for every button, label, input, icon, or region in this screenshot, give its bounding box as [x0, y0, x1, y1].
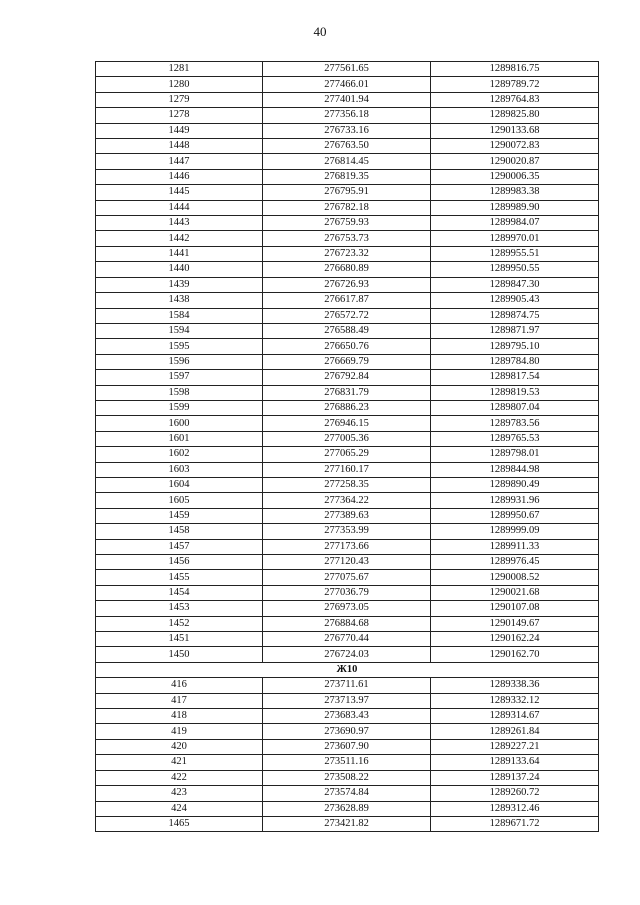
- table-row: [96, 786, 599, 801]
- x-coordinate-cell: 277065.29: [263, 447, 431, 462]
- x-coordinate-cell: 276792.84: [263, 370, 431, 385]
- point-number-cell: 423: [96, 786, 263, 801]
- table-row: [96, 354, 599, 369]
- point-number-cell: 1439: [96, 277, 263, 292]
- table-row: [96, 400, 599, 415]
- y-coordinate-cell: 1289931.96: [431, 493, 599, 508]
- y-coordinate-cell: 1289764.83: [431, 92, 599, 107]
- y-coordinate-cell: 1290107.08: [431, 601, 599, 616]
- point-number-cell: 1446: [96, 169, 263, 184]
- table-row: [96, 108, 599, 123]
- x-coordinate-cell: 273511.16: [263, 755, 431, 770]
- y-coordinate-cell: 1289795.10: [431, 339, 599, 354]
- table-row: [96, 216, 599, 231]
- point-number-cell: 1453: [96, 601, 263, 616]
- point-number-cell: 424: [96, 801, 263, 816]
- table-row: [96, 508, 599, 523]
- x-coordinate-cell: 277356.18: [263, 108, 431, 123]
- table-row: [96, 277, 599, 292]
- x-coordinate-cell: 276726.93: [263, 277, 431, 292]
- page-number: 40: [313, 24, 327, 39]
- point-number-cell: 1451: [96, 632, 263, 647]
- x-coordinate-cell: 276819.35: [263, 169, 431, 184]
- x-coordinate-cell: 276763.50: [263, 139, 431, 154]
- point-number-cell: 1440: [96, 262, 263, 277]
- x-coordinate-cell: 276973.05: [263, 601, 431, 616]
- point-number-cell: 1599: [96, 400, 263, 415]
- table-row: [96, 370, 599, 385]
- table-row: [96, 693, 599, 708]
- y-coordinate-cell: 1289807.04: [431, 400, 599, 415]
- table-row: [96, 293, 599, 308]
- x-coordinate-cell: 277561.65: [263, 62, 431, 77]
- x-coordinate-cell: 276886.23: [263, 400, 431, 415]
- x-coordinate-cell: 276759.93: [263, 216, 431, 231]
- y-coordinate-cell: 1289260.72: [431, 786, 599, 801]
- y-coordinate-cell: 1289765.53: [431, 431, 599, 446]
- table-row: [96, 447, 599, 462]
- y-coordinate-cell: 1290008.52: [431, 570, 599, 585]
- table-row: [96, 801, 599, 816]
- y-coordinate-cell: 1289999.09: [431, 524, 599, 539]
- point-number-cell: 1602: [96, 447, 263, 462]
- table-row: [96, 555, 599, 570]
- y-coordinate-cell: 1289950.67: [431, 508, 599, 523]
- y-coordinate-cell: 1290021.68: [431, 585, 599, 600]
- table-row: [96, 709, 599, 724]
- x-coordinate-cell: 277466.01: [263, 77, 431, 92]
- y-coordinate-cell: 1289671.72: [431, 816, 599, 831]
- point-number-cell: 1278: [96, 108, 263, 123]
- x-coordinate-cell: 277173.66: [263, 539, 431, 554]
- x-coordinate-cell: 277364.22: [263, 493, 431, 508]
- table-row: [96, 585, 599, 600]
- x-coordinate-cell: 277036.79: [263, 585, 431, 600]
- table-row: [96, 632, 599, 647]
- point-number-cell: 1604: [96, 477, 263, 492]
- x-coordinate-cell: 277120.43: [263, 555, 431, 570]
- point-number-cell: 1458: [96, 524, 263, 539]
- x-coordinate-cell: 276588.49: [263, 323, 431, 338]
- y-coordinate-cell: 1289819.53: [431, 385, 599, 400]
- table-row: [96, 92, 599, 107]
- table-row: [96, 601, 599, 616]
- point-number-cell: 1603: [96, 462, 263, 477]
- y-coordinate-cell: 1289911.33: [431, 539, 599, 554]
- point-number-cell: 1450: [96, 647, 263, 662]
- y-coordinate-cell: 1289976.45: [431, 555, 599, 570]
- x-coordinate-cell: 276753.73: [263, 231, 431, 246]
- x-coordinate-cell: 276795.91: [263, 185, 431, 200]
- x-coordinate-cell: 273690.97: [263, 724, 431, 739]
- x-coordinate-cell: 277353.99: [263, 524, 431, 539]
- table-row: [96, 493, 599, 508]
- point-number-cell: 1595: [96, 339, 263, 354]
- y-coordinate-cell: 1289847.30: [431, 277, 599, 292]
- point-number-cell: 1442: [96, 231, 263, 246]
- point-number-cell: 1281: [96, 62, 263, 77]
- table-row: [96, 570, 599, 585]
- y-coordinate-cell: 1289983.38: [431, 185, 599, 200]
- x-coordinate-cell: 276724.03: [263, 647, 431, 662]
- x-coordinate-cell: 276650.76: [263, 339, 431, 354]
- point-number-cell: 1605: [96, 493, 263, 508]
- y-coordinate-cell: 1290162.24: [431, 632, 599, 647]
- x-coordinate-cell: 273574.84: [263, 786, 431, 801]
- table-row: [96, 323, 599, 338]
- point-number-cell: 419: [96, 724, 263, 739]
- table-row: [96, 262, 599, 277]
- point-number-cell: 1438: [96, 293, 263, 308]
- y-coordinate-cell: 1289970.01: [431, 231, 599, 246]
- table-row: [96, 139, 599, 154]
- y-coordinate-cell: 1289312.46: [431, 801, 599, 816]
- table-row: [96, 678, 599, 693]
- x-coordinate-cell: 276572.72: [263, 308, 431, 323]
- point-number-cell: 418: [96, 709, 263, 724]
- x-coordinate-cell: 277160.17: [263, 462, 431, 477]
- table-row: [96, 431, 599, 446]
- point-number-cell: 1597: [96, 370, 263, 385]
- y-coordinate-cell: 1289825.80: [431, 108, 599, 123]
- y-coordinate-cell: 1290149.67: [431, 616, 599, 631]
- point-number-cell: 1457: [96, 539, 263, 554]
- point-number-cell: 1600: [96, 416, 263, 431]
- point-number-cell: 1441: [96, 246, 263, 261]
- x-coordinate-cell: 277401.94: [263, 92, 431, 107]
- point-number-cell: 1452: [96, 616, 263, 631]
- x-coordinate-cell: 276669.79: [263, 354, 431, 369]
- point-number-cell: 1596: [96, 354, 263, 369]
- x-coordinate-cell: 276814.45: [263, 154, 431, 169]
- point-number-cell: 1456: [96, 555, 263, 570]
- point-number-cell: 1594: [96, 323, 263, 338]
- x-coordinate-cell: 277005.36: [263, 431, 431, 446]
- x-coordinate-cell: 276770.44: [263, 632, 431, 647]
- point-number-cell: 1465: [96, 816, 263, 831]
- y-coordinate-cell: 1289133.64: [431, 755, 599, 770]
- table-row: [96, 231, 599, 246]
- y-coordinate-cell: 1289905.43: [431, 293, 599, 308]
- y-coordinate-cell: 1289261.84: [431, 724, 599, 739]
- table-row: [96, 770, 599, 785]
- point-number-cell: 1584: [96, 308, 263, 323]
- y-coordinate-cell: 1289338.36: [431, 678, 599, 693]
- point-number-cell: 417: [96, 693, 263, 708]
- point-number-cell: 1444: [96, 200, 263, 215]
- x-coordinate-cell: 273713.97: [263, 693, 431, 708]
- x-coordinate-cell: 273508.22: [263, 770, 431, 785]
- point-number-cell: 1459: [96, 508, 263, 523]
- point-number-cell: 1449: [96, 123, 263, 138]
- point-number-cell: 422: [96, 770, 263, 785]
- y-coordinate-cell: 1289844.98: [431, 462, 599, 477]
- table-row: [96, 616, 599, 631]
- y-coordinate-cell: 1289789.72: [431, 77, 599, 92]
- x-coordinate-cell: 273421.82: [263, 816, 431, 831]
- y-coordinate-cell: 1289798.01: [431, 447, 599, 462]
- coordinates-table-body: [96, 62, 599, 832]
- coordinates-table: [95, 61, 599, 832]
- table-row: [96, 185, 599, 200]
- x-coordinate-cell: 276680.89: [263, 262, 431, 277]
- y-coordinate-cell: 1290072.83: [431, 139, 599, 154]
- table-row: [96, 462, 599, 477]
- x-coordinate-cell: 273628.89: [263, 801, 431, 816]
- point-number-cell: 1447: [96, 154, 263, 169]
- y-coordinate-cell: 1289871.97: [431, 323, 599, 338]
- x-coordinate-cell: 276617.87: [263, 293, 431, 308]
- table-row: [96, 416, 599, 431]
- table-row: [96, 77, 599, 92]
- table-row: [96, 123, 599, 138]
- x-coordinate-cell: 277389.63: [263, 508, 431, 523]
- point-number-cell: 416: [96, 678, 263, 693]
- y-coordinate-cell: 1290006.35: [431, 169, 599, 184]
- x-coordinate-cell: 276946.15: [263, 416, 431, 431]
- point-number-cell: 1443: [96, 216, 263, 231]
- y-coordinate-cell: 1289784.80: [431, 354, 599, 369]
- x-coordinate-cell: 276733.16: [263, 123, 431, 138]
- x-coordinate-cell: 273683.43: [263, 709, 431, 724]
- x-coordinate-cell: 276723.32: [263, 246, 431, 261]
- table-row: [96, 246, 599, 261]
- point-number-cell: 1455: [96, 570, 263, 585]
- point-number-cell: 1448: [96, 139, 263, 154]
- x-coordinate-cell: 277075.67: [263, 570, 431, 585]
- table-row: [96, 739, 599, 754]
- point-number-cell: 1601: [96, 431, 263, 446]
- y-coordinate-cell: 1289783.56: [431, 416, 599, 431]
- table-row: [96, 62, 599, 77]
- y-coordinate-cell: 1290162.70: [431, 647, 599, 662]
- point-number-cell: 1280: [96, 77, 263, 92]
- table-row: [96, 339, 599, 354]
- x-coordinate-cell: 276884.68: [263, 616, 431, 631]
- y-coordinate-cell: 1289314.67: [431, 709, 599, 724]
- table-row: [96, 647, 599, 662]
- y-coordinate-cell: 1289332.12: [431, 693, 599, 708]
- table-row: [96, 816, 599, 831]
- section-header-row: [96, 662, 599, 677]
- point-number-cell: 421: [96, 755, 263, 770]
- table-row: [96, 308, 599, 323]
- point-number-cell: 1598: [96, 385, 263, 400]
- table-row: [96, 539, 599, 554]
- y-coordinate-cell: 1289955.51: [431, 246, 599, 261]
- table-row: [96, 200, 599, 215]
- x-coordinate-cell: 273607.90: [263, 739, 431, 754]
- y-coordinate-cell: 1289989.90: [431, 200, 599, 215]
- y-coordinate-cell: 1289984.07: [431, 216, 599, 231]
- table-row: [96, 524, 599, 539]
- table-row: [96, 385, 599, 400]
- y-coordinate-cell: 1289137.24: [431, 770, 599, 785]
- y-coordinate-cell: 1289950.55: [431, 262, 599, 277]
- y-coordinate-cell: 1289817.54: [431, 370, 599, 385]
- y-coordinate-cell: 1289816.75: [431, 62, 599, 77]
- y-coordinate-cell: 1290133.68: [431, 123, 599, 138]
- y-coordinate-cell: 1290020.87: [431, 154, 599, 169]
- table-row: [96, 755, 599, 770]
- x-coordinate-cell: 276782.18: [263, 200, 431, 215]
- table-row: [96, 169, 599, 184]
- point-number-cell: 1279: [96, 92, 263, 107]
- y-coordinate-cell: 1289227.21: [431, 739, 599, 754]
- table-row: [96, 724, 599, 739]
- table-row: [96, 477, 599, 492]
- x-coordinate-cell: 277258.35: [263, 477, 431, 492]
- y-coordinate-cell: 1289874.75: [431, 308, 599, 323]
- x-coordinate-cell: 273711.61: [263, 678, 431, 693]
- section-label: Ж10: [96, 662, 599, 677]
- table-row: [96, 154, 599, 169]
- point-number-cell: 1445: [96, 185, 263, 200]
- point-number-cell: 1454: [96, 585, 263, 600]
- x-coordinate-cell: 276831.79: [263, 385, 431, 400]
- y-coordinate-cell: 1289890.49: [431, 477, 599, 492]
- point-number-cell: 420: [96, 739, 263, 754]
